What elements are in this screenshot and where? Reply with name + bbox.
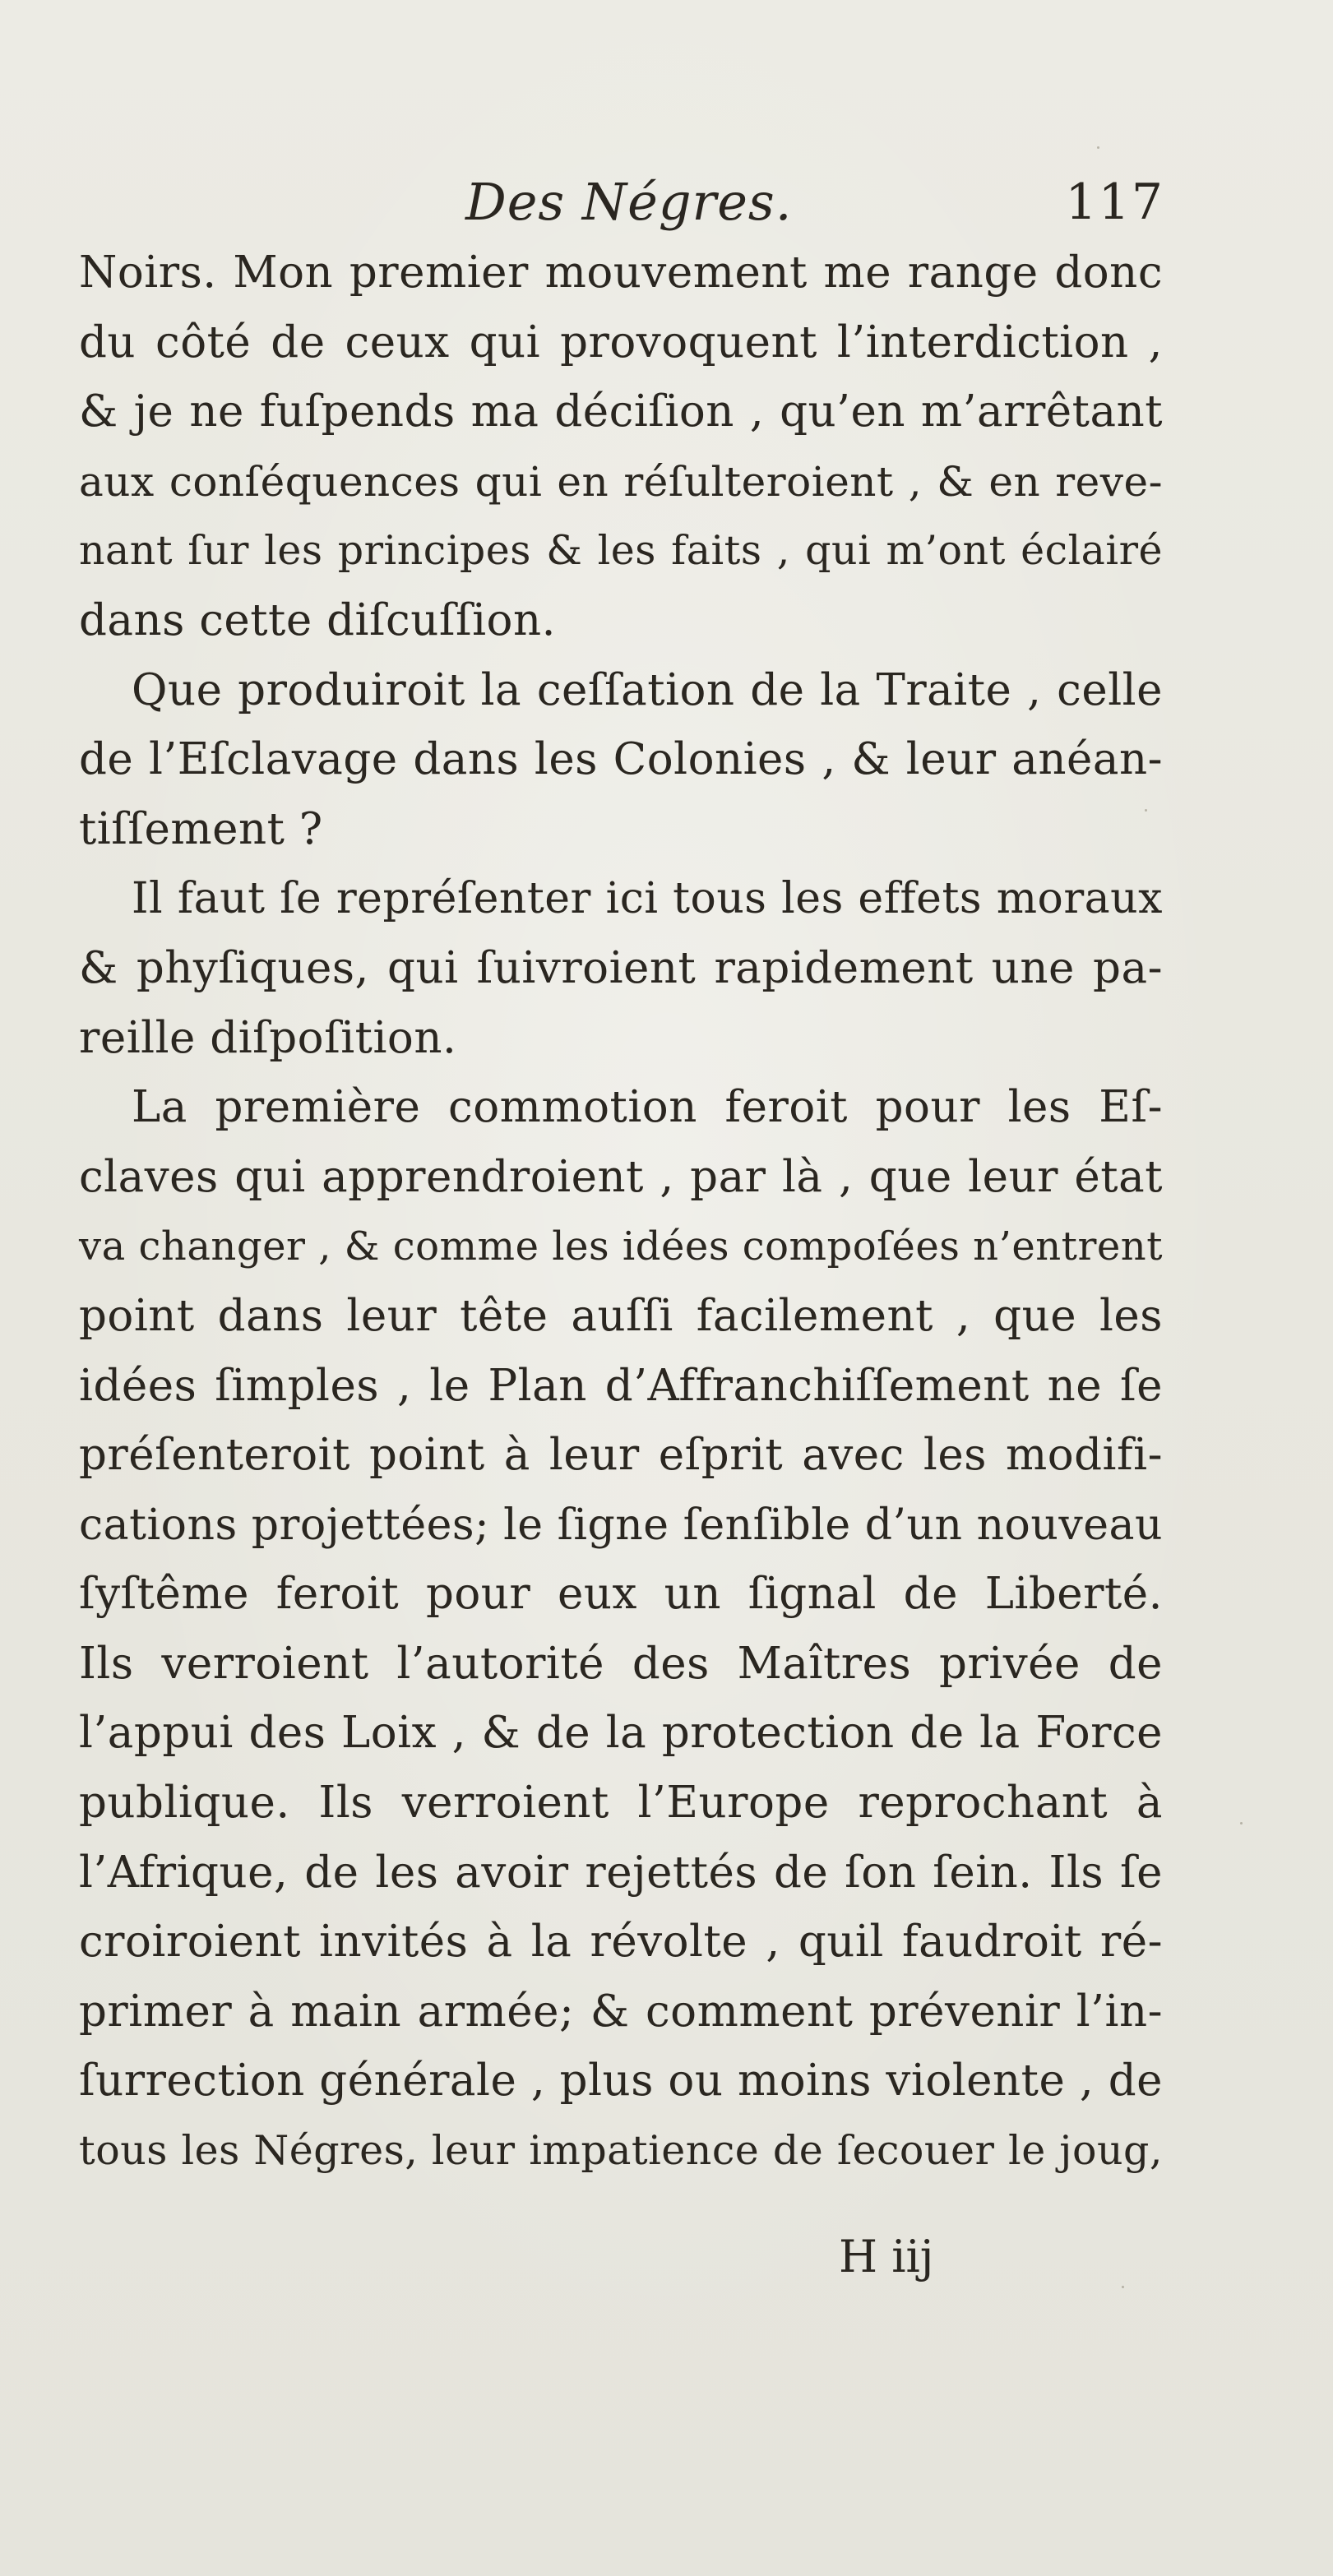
text-line: aux conſéquences qui en réſulteroient , & en reve-: [79, 457, 1163, 506]
text-line: & je ne fuſpends ma déciſion , qu’en m’arrêtant: [79, 386, 1163, 437]
text-line: croiroient invités à la révolte , quil faudroit ré-: [79, 1917, 1163, 1968]
text-line: reille diſpoſition.: [79, 1012, 457, 1063]
paper-speck: [1240, 1822, 1243, 1824]
text-line: & phyſiques, qui ſuivroient rapidement une pa-: [79, 942, 1163, 993]
text-line: ſyſtême feroit pour eux un ſignal de Liberté.: [79, 1569, 1163, 1620]
paper-speck: [1145, 809, 1147, 812]
body-text: [79, 238, 1163, 2186]
paragraph-start-line: Il faut ſe repréſenter ici tous les effets moraux: [132, 874, 1163, 924]
text-line: de l’Eſclavage dans les Colonies , & leur anéan-: [79, 734, 1163, 785]
paragraph-start-line: La première commotion feroit pour les Eſ-: [132, 1082, 1163, 1133]
text-line: cations projettées; le ſigne ſenſible d’un nouveau: [79, 1500, 1163, 1550]
page-number: 117: [1065, 173, 1164, 231]
text-line: point dans leur tête auſſi facilement , que les: [79, 1290, 1163, 1341]
text-line: ſurrection générale , plus ou moins violente , de: [79, 2056, 1163, 2107]
text-line: l’appui des Loix , & de la protection de la Force: [79, 1708, 1163, 1759]
paper-speck: [1097, 146, 1099, 149]
text-line: tous les Négres, leur impatience de ſecouer le joug,: [79, 2127, 1163, 2175]
text-line: Ils verroient l’autorité des Maîtres privée de: [79, 1638, 1163, 1689]
text-line: tiſſement ?: [79, 803, 323, 854]
catchword-signature: H iij: [839, 2231, 934, 2282]
paragraph-start-line: Que produiroit la ceſſation de la Traite , celle: [132, 664, 1163, 715]
running-title: Des Négres.: [465, 172, 793, 232]
page-header: [81, 164, 1164, 238]
text-line: idées ſimples , le Plan d’Affranchiſſement ne ſe: [79, 1360, 1163, 1411]
paper-speck: [1122, 2286, 1124, 2288]
text-line: nant ſur les principes & les faits , qui m’ont éclairé: [79, 527, 1163, 575]
text-line: publique. Ils verroient l’Europe reprochant à: [79, 1778, 1163, 1829]
text-line: dans cette diſcuſſion.: [79, 594, 556, 645]
text-line: Noirs. Mon premier mouvement me range donc: [79, 247, 1163, 298]
text-line: primer à main armée; & comment prévenir l’in-: [79, 1986, 1163, 2037]
text-line: l’Afrique, de les avoir rejettés de ſon ſein. Ils ſe: [79, 1847, 1163, 1898]
text-line: préſenteroit point à leur eſprit avec les modifi-: [79, 1430, 1163, 1481]
text-line: du côté de ceux qui provoquent l’interdiction ,: [79, 317, 1163, 368]
text-line: va changer , & comme les idées compoſées n’entrent: [79, 1223, 1163, 1270]
text-line: claves qui apprendroient , par là , que leur état: [79, 1151, 1163, 1202]
